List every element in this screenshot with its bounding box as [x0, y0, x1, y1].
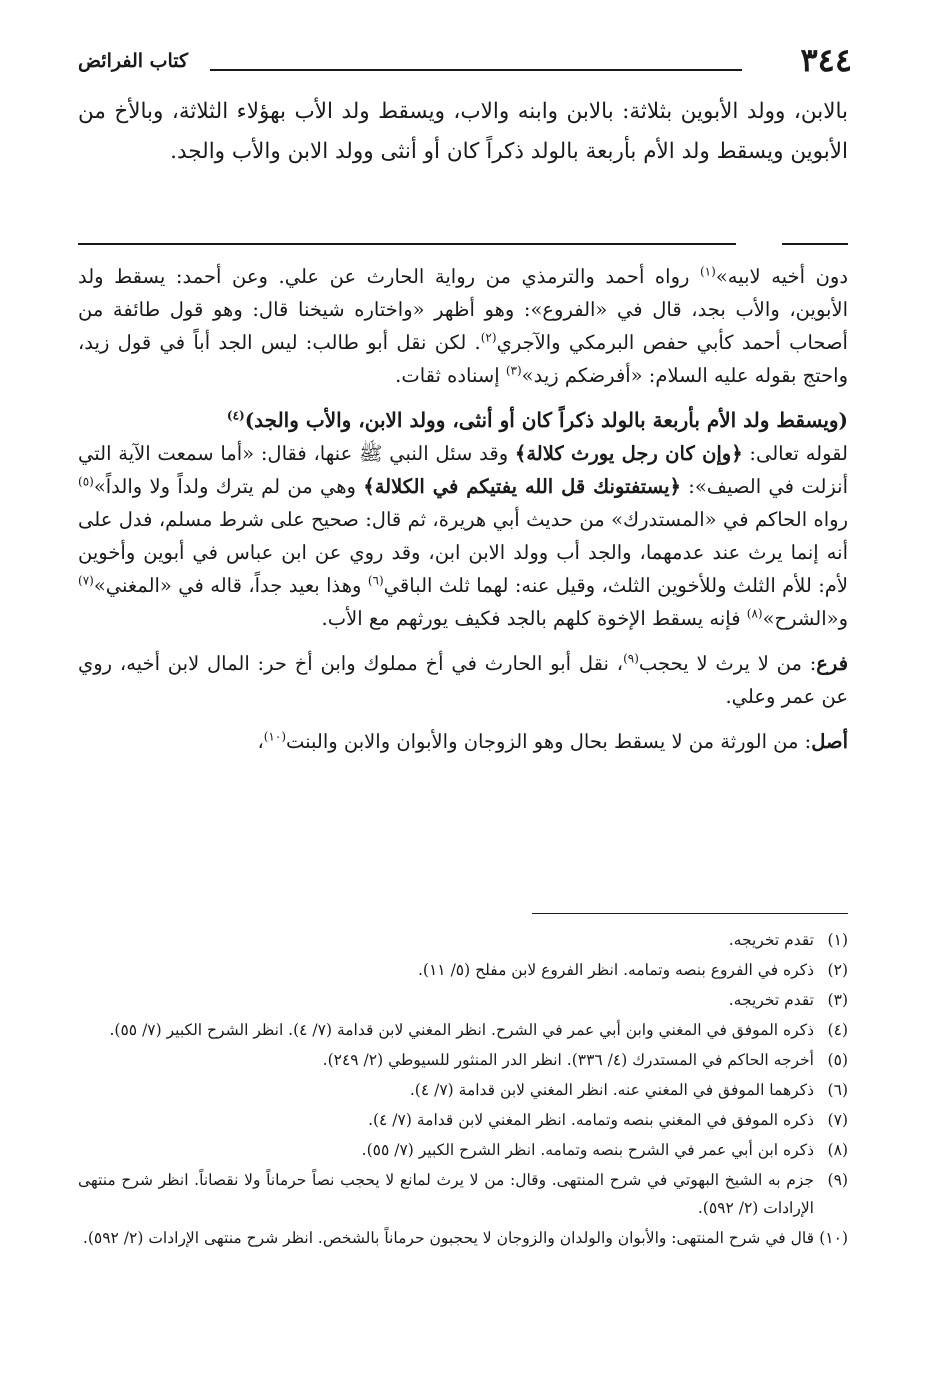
footnote-ref-8: (٨) [746, 606, 763, 621]
running-title: كتاب الفرائض [78, 50, 189, 72]
footnote-ref-4: (٤) [226, 408, 245, 423]
text-segment: رواه أحمد والترمذي من رواية الحارث عن علي. وعن أحمد: يسقط ولد الأبوين، والأب بجد، قال في «الفروع»: وهو أظهر «واختاره شيخنا قال: وهو قول طائفة من أصحاب أحمد كأبي حفص البرمكي والآجري [78, 265, 848, 354]
footnote-number: (٤) [827, 1021, 848, 1039]
footnote-ref-2: (٢) [480, 330, 497, 345]
page-number: ٣٤٤ [800, 41, 852, 79]
footnote-number: (٧) [827, 1111, 848, 1129]
footnote-number: (٥) [827, 1051, 848, 1069]
asl-label: أصل [811, 730, 848, 753]
separator-short [782, 243, 848, 245]
far-label: فرع [816, 652, 849, 675]
footnote-text: ذكره الموفق في المغني وابن أبي عمر في الشرح. انظر المغني لابن قدامة (٧/ ٤). انظر الشرح الكبير (٧/ ٥٥). [109, 1021, 814, 1039]
footnote [78, 1106, 848, 1134]
footnote-text: قال في شرح المنتهى: والأبوان والولدان والزوجان لا يحجبون حرماناً بالشخص. انظر شرح منتهى الإرادات (٢/ ٥٩٢). [82, 1229, 814, 1247]
text-segment: و«الشرح» [762, 607, 848, 630]
footnote-ref-9: (٩) [623, 651, 639, 666]
page-header [78, 40, 852, 80]
footnote-text: أخرجه الحاكم في المستدرك (٤/ ٣٣٦). انظر الدر المنثور للسيوطي (٢/ ٢٤٩). [322, 1051, 814, 1069]
footnote [78, 1046, 848, 1074]
quran-quote-1: ﴿وإن كان رجل يورث كلالة﴾ [514, 442, 743, 465]
separator-long [78, 243, 736, 245]
footnote [78, 926, 848, 954]
footnote [78, 956, 848, 984]
footnote [78, 986, 848, 1014]
footnotes-list [78, 926, 848, 1254]
footnote-ref-5: (٥) [78, 474, 94, 489]
footnote-ref-6: (٦) [367, 573, 384, 588]
footnote-text: جزم به الشيخ البهوتي في شرح المنتهى. وقال: من لا يرث لمانع لا يحجب نصاً حرماناً ولا نقصاناً. انظر شرح منتهى الإرادات (٢/ ٥٩٢). [78, 1171, 814, 1217]
text-segment: وهذا بعيد جداً، قاله في «المغني» [93, 574, 368, 597]
footnote [78, 1224, 848, 1252]
footnote-number: (٢) [827, 961, 848, 979]
text-segment: ، نقل أبو الحارث في أخ مملوك وابن أخ حر: المال لابن أخيه، روي عن عمر وعلي. [78, 652, 848, 708]
footnote-text: ذكره ابن أبي عمر في الشرح بنصه وتمامه. انظر الشرح الكبير (٧/ ٥٥). [361, 1141, 814, 1159]
footnote-text: ذكره في الفروع بنصه وتمامه. انظر الفروع لابن مفلح (٥/ ١١). [418, 961, 814, 979]
footnote-number: (١٠) [819, 1229, 848, 1247]
footnote-ref-1: (١) [699, 264, 716, 279]
text-segment: : من الورثة من لا يسقط بحال وهو الزوجان والأبوان والابن والبنت [286, 730, 812, 753]
footnote-text: ذكره الموفق في المغني بنصه وتمامه. انظر المغني لابن قدامة (٧/ ٤). [368, 1111, 814, 1129]
footnote-number: (٣) [827, 991, 848, 1009]
text-segment: وهي من لم يترك ولداً ولا والداً» [93, 475, 364, 498]
matn-text: (ويسقط ولد الأم بأربعة بالولد ذكراً كان أو أنثى، وولد الابن، والأب والجد) [244, 408, 848, 432]
footnote [78, 1076, 848, 1104]
footnote-ref-7: (٧) [78, 573, 94, 588]
matn-heading [78, 404, 848, 437]
text-segment: لقوله تعالى: [742, 442, 848, 465]
commentary-paragraph-3 [78, 647, 848, 713]
footnote [78, 1166, 848, 1222]
commentary-paragraph-2 [78, 437, 848, 635]
footnote-ref-10: (١٠) [263, 729, 286, 744]
text-segment: وقد سئل النبي ﷺ عنها، فقال: «أما سمعت الآية التي أنزلت في الصيف»: [78, 442, 849, 498]
footnote-number: (٩) [827, 1171, 848, 1189]
quran-quote-2: ﴿يستفتونك قل الله يفتيكم في الكلالة﴾ [363, 475, 681, 498]
footnote-number: (٦) [827, 1081, 848, 1099]
text-segment: ، [257, 730, 264, 753]
footnote-text: ذكرهما الموفق في المغني عنه. انظر المغني لابن قدامة (٧/ ٤). [409, 1081, 814, 1099]
text-segment: رواه الحاكم في «المستدرك» من حديث أبي هريرة، ثم قال: صحيح على شرط مسلم، فدل على أنه إنما يرث عند عدمهما، والجد أب وولد الابن ابن، وقد روي عن ابن عباس في أبوين وأخوين لأم: للأم الثلث وللأخوين الثلث، وقيل عنه: لهما ثلث الباقي [78, 508, 848, 597]
footnote-number: (٨) [827, 1141, 848, 1159]
footnote-text: تقدم تخريجه. [728, 931, 814, 949]
header-rule [210, 69, 742, 71]
text-segment: : من لا يرث لا يحجب [638, 652, 817, 675]
text-segment: . لكن نقل أبو طالب: ليس الجد أباً في قول زيد، واحتج بقوله عليه السلام: «أفرضكم زيد» [78, 331, 848, 387]
footnote-number: (١) [827, 931, 848, 949]
text-segment: فإنه يسقط الإخوة كلهم بالجد فكيف يورثهم مع الأب. [321, 607, 747, 630]
footnote-ref-3: (٣) [505, 363, 522, 378]
footnote-text: تقدم تخريجه. [728, 991, 814, 1009]
footnote-rule [532, 913, 848, 914]
commentary-paragraph-4 [78, 725, 848, 758]
commentary-paragraph-1 [78, 260, 848, 392]
main-text: بالابن، وولد الأبوين بثلاثة: بالابن وابنه والاب، ويسقط ولد الأب بهؤلاء الثلاثة، وبالأخ من الأبوين ويسقط ولد الأم بأربعة بالولد ذكراً كان أو أنثى وولد الابن والأب والجد. [78, 99, 848, 164]
text-segment: دون أخيه لابيه» [715, 265, 848, 288]
commentary [78, 260, 848, 758]
footnote [78, 1016, 848, 1044]
footnote [78, 1136, 848, 1164]
text-segment: إسناده ثقات. [395, 364, 506, 387]
